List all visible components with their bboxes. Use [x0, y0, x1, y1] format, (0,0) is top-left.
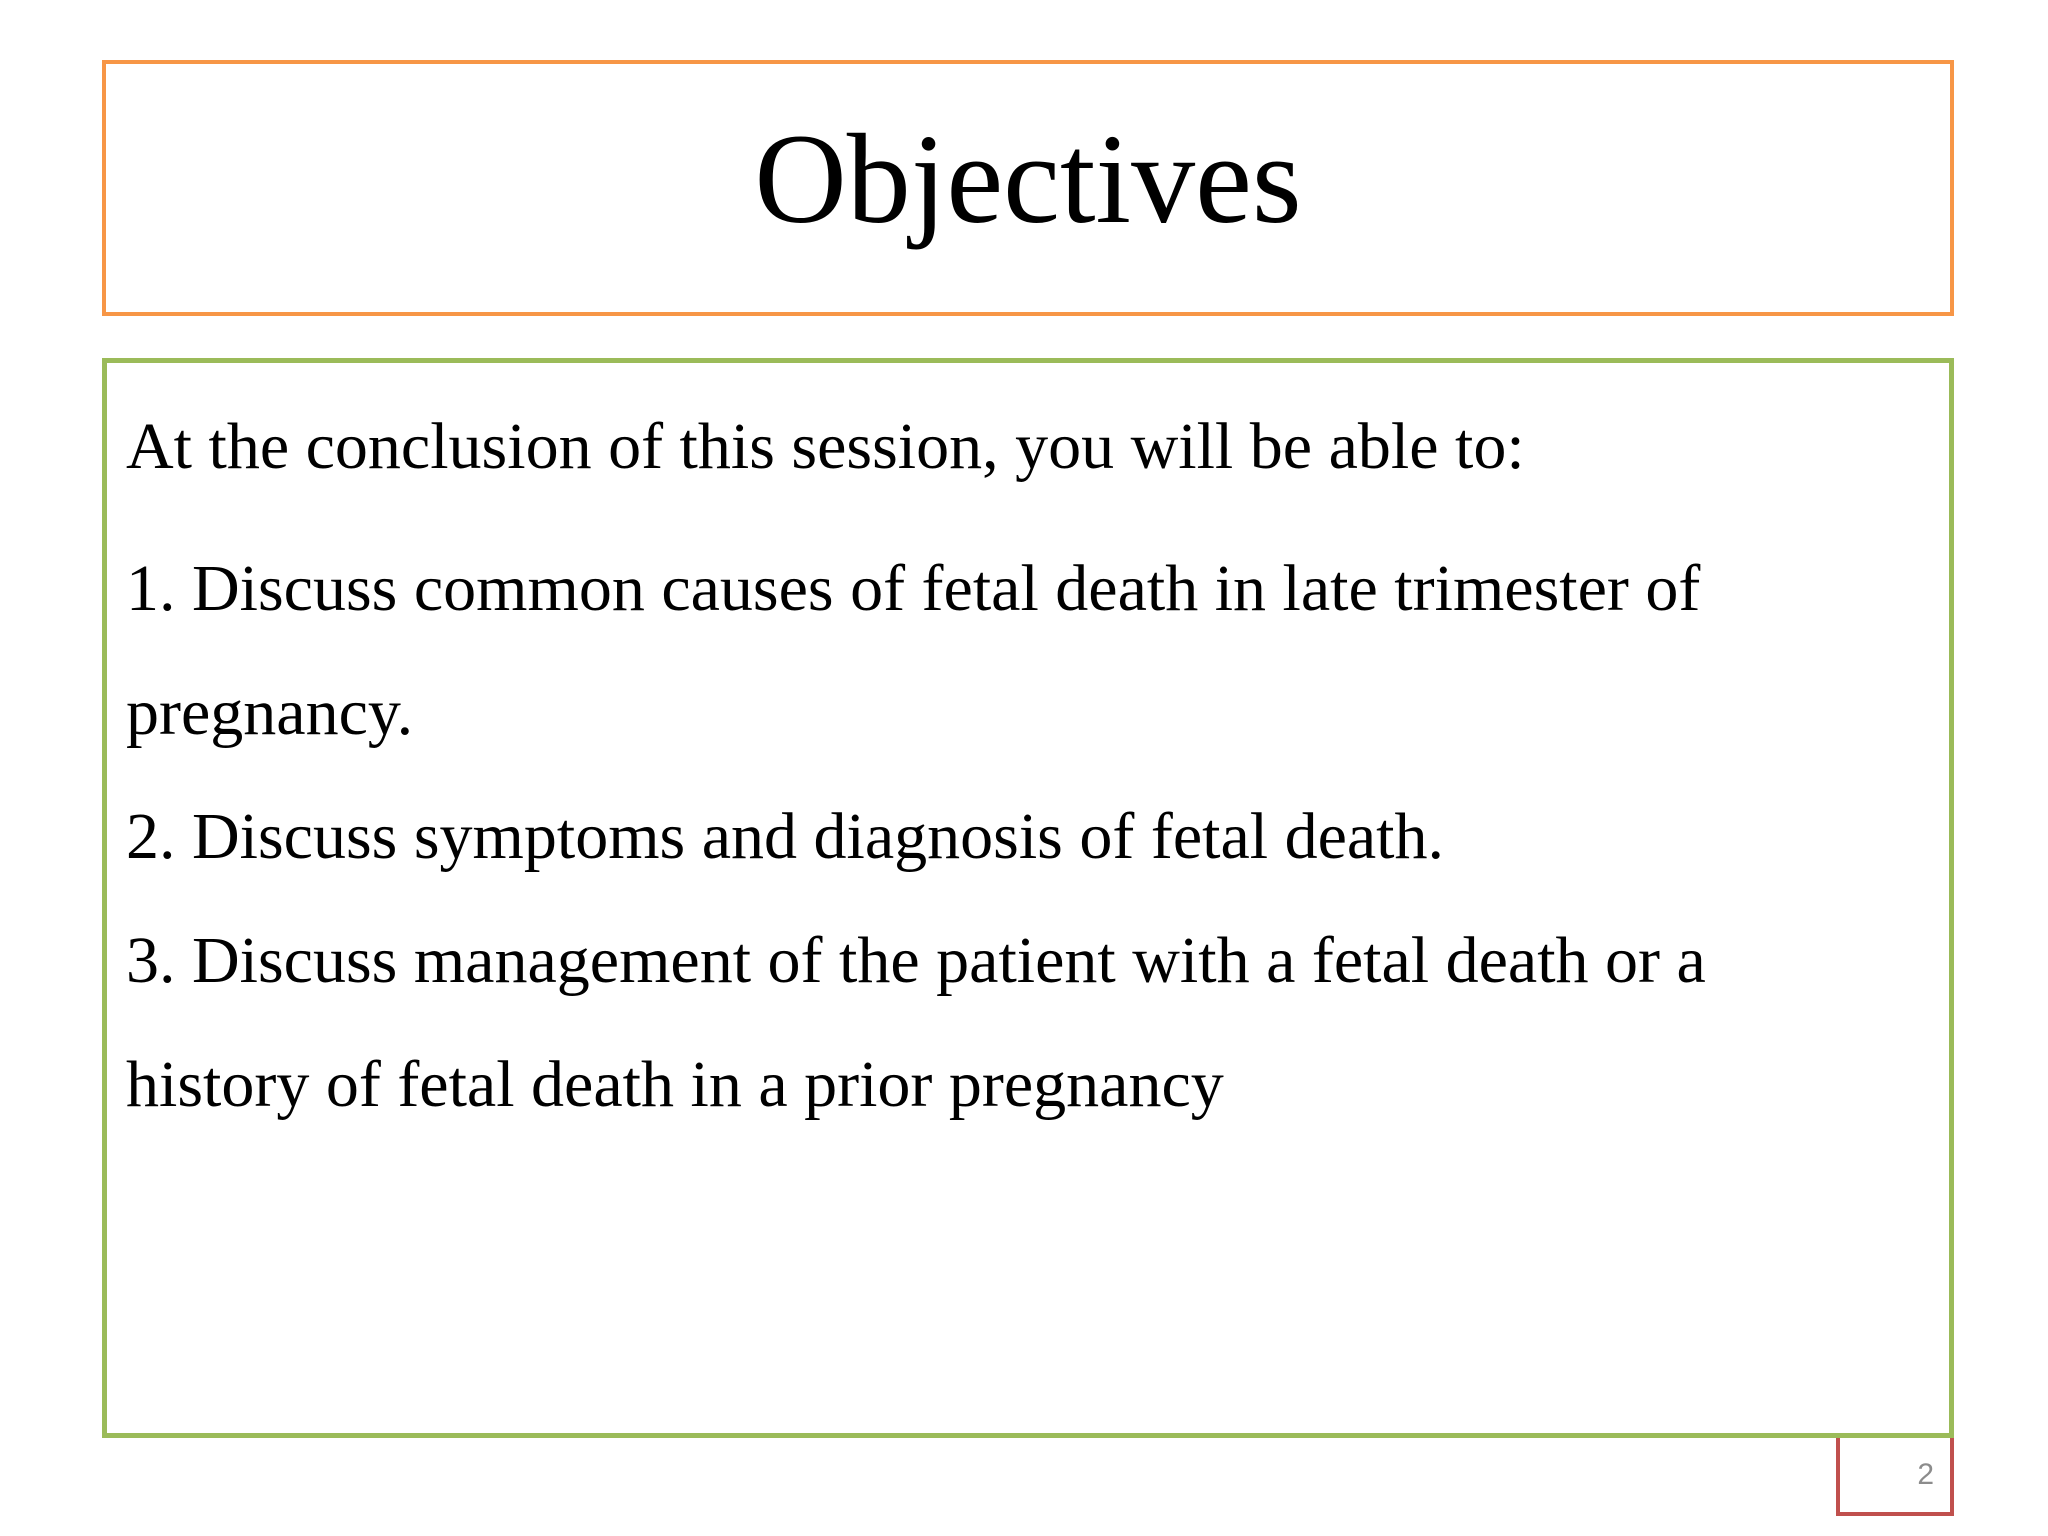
content-box	[102, 358, 1954, 1438]
objective-3-line-1: 3. Discuss management of the patient with a fetal death or a	[126, 924, 1706, 997]
objective-item-1	[126, 527, 1926, 775]
slide-title: Objectives	[754, 108, 1302, 250]
objective-3-line-2: history of fetal death in a prior pregnancy	[126, 1048, 1224, 1121]
objective-2-line-1: 2. Discuss symptoms and diagnosis of fetal death.	[126, 800, 1445, 873]
objective-1-line-2: pregnancy.	[126, 676, 414, 749]
objective-item-3	[126, 899, 1926, 1147]
objective-item-2	[126, 775, 1926, 899]
objectives-list	[126, 527, 1926, 1147]
intro-text: At the conclusion of this session, you will be able to:	[126, 410, 1525, 483]
content-body	[126, 407, 1926, 1147]
page-number-box	[1836, 1438, 1954, 1516]
title-box	[102, 60, 1954, 316]
objective-1-line-1: 1. Discuss common causes of fetal death in late trimester of	[126, 552, 1701, 625]
page-number: 2	[1917, 1458, 1934, 1491]
